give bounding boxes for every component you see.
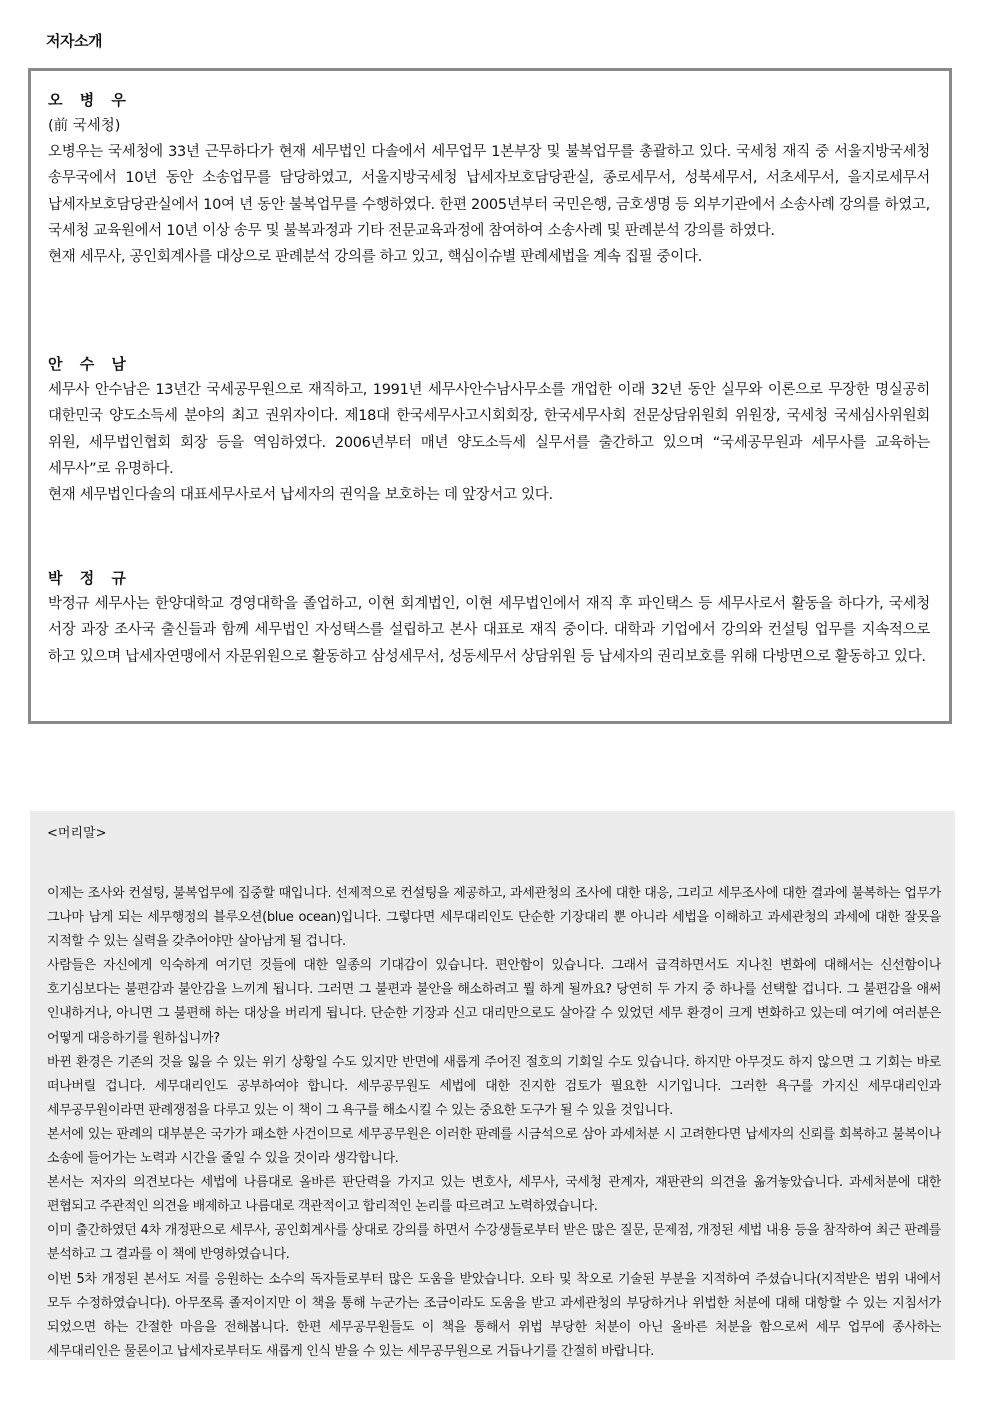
author-bio-paragraph: 세무사 안수남은 13년간 국세공무원으로 재직하고, 1991년 세무사안수남사무소를 개업한 이래 32년 동안 실무와 이론으로 무장한 명실공히 대한민국 양도소득세 분야의 최고 권위자이다. 제18대 한국세무사고시회회장, 한국세무사회 전문상담위원회 위원장, 국세청 국세심사위원회 위원, 세무법인협회 회장 등을 역임하였다. 2006년부터 매년 양도소득세 실무서를 출간하고 있으며 “국세공무원과 세무사를 교육하는 세무사”로 유명하다. xyxy=(48,382,930,477)
author-profile-oh xyxy=(48,87,930,270)
preface-paragraph: 바뀐 환경은 기존의 것을 잃을 수 있는 위기 상황일 수도 있지만 반면에 새롭게 주어진 절호의 기회일 수도 있습니다. 하지만 아무것도 하지 않으면 그 기회는 바로 떠나버릴 겁니다. 세무대리인도 공부하여야 합니다. 세무공무원도 세법에 대한 진지한 검토가 필요한 시기입니다. 그러한 욕구를 가지신 세무대리인과 세무공무원이라면 판례쟁점을 다루고 있는 이 책이 그 욕구를 해소시킬 수 있는 중요한 도구가 될 수 있을 것입니다. xyxy=(47,1054,941,1118)
author-name: 박 정 규 xyxy=(48,569,132,587)
author-bio xyxy=(48,591,930,670)
author-introduction-box xyxy=(28,68,952,724)
preface-body xyxy=(47,882,941,1364)
preface-paragraph: 이번 5차 개정된 본서도 저를 응원하는 소수의 독자들로부터 많은 도움을 받았습니다. 오타 및 착오로 기술된 부분을 지적하여 주셨습니다(지적받은 범위 내에서 모두 수정하였습니다). 아무쪼록 졸저이지만 이 책을 통해 누군가는 조금이라도 도움을 받고 과세관청의 부당하거나 위법한 처분에 대해 대항할 수 있는 지침서가 되었으면 하는 간절한 마음을 전해봅니다. 한편 세무공무원들도 이 책을 통해서 위법 부당한 처분이 아닌 올바른 처분을 함으로써 세무 업무에 종사하는 세무대리인은 물론이고 납세자로부터도 새롭게 인식 받을 수 있는 세무공무원으로 거듭나기를 간절히 바랍니다. xyxy=(47,1271,941,1359)
preface-paragraph: 사람들은 자신에게 익숙하게 여기던 것들에 대한 일종의 기대감이 있습니다. 편안함이 있습니다. 그래서 급격하면서도 지나친 변화에 대해서는 신선함이나 호기심보다는 불편감과 불안감을 느끼게 됩니다. 그러면 그 불편과 불안을 해소하려고 뭘 하게 될까요? 당연히 두 가지 중 하나를 선택할 겁니다. 그 불편감을 애써 인내하거나, 아니면 그 불편해 하는 대상을 버리게 됩니다. 단순한 기장과 신고 대리만으로도 살아갈 수 있었던 세무 환경이 크게 변화하고 있는데 여기에 여러분은 어떻게 대응하기를 원하십니까? xyxy=(47,958,941,1046)
preface-paragraph: 이제는 조사와 컨설팅, 불복업무에 집중할 때입니다. 선제적으로 컨설팅을 제공하고, 과세관청의 조사에 대한 대응, 그리고 세무조사에 대한 결과에 불복하는 업무가 그나마 남게 되는 세무행정의 블루오션(blue ocean)입니다. 그렇다면 세무대리인도 단순한 기장대리 뿐 아니라 세법을 이해하고 과세관청의 과세에 대한 잘못을 지적할 수 있는 실력을 갖추어야만 살아남게 될 겁니다. xyxy=(47,886,941,950)
preface-heading: <머리말> xyxy=(47,826,107,841)
preface-paragraph: 본서에 있는 판례의 대부분은 국가가 패소한 사건이므로 세무공무원은 이러한 판례를 시금석으로 삼아 과세처분 시 고려한다면 납세자의 신뢰를 회복하고 불복이나 소송에 들어가는 노력과 시간을 줄일 수 있을 것이라 생각합니다. xyxy=(47,1126,941,1167)
author-bio xyxy=(48,139,930,270)
author-bio-paragraph: 현재 세무사, 공인회계사를 대상으로 판례분석 강의를 하고 있고, 핵심이슈별 판례세법을 계속 집필 중이다. xyxy=(48,249,703,266)
preface-paragraph: 본서는 저자의 의견보다는 세법에 나름대로 올바른 판단력을 가지고 있는 변호사, 세무사, 국세청 관계자, 재판관의 의견을 옮겨놓았습니다. 과세처분에 대한 편협되고 주관적인 의견을 배제하고 나름대로 객관적이고 합리적인 논리를 따르려고 노력하였습니다. xyxy=(47,1175,941,1215)
author-affiliation-note: (前 국세청) xyxy=(48,118,121,134)
section-title: 저자소개 xyxy=(46,32,102,50)
author-name: 안 수 남 xyxy=(48,355,132,373)
author-bio-paragraph: 박정규 세무사는 한양대학교 경영대학을 졸업하고, 이현 회계법인, 이현 세무법인에서 재직 후 파인택스 등 세무사로서 활동을 하다가, 국세청 서장 과장 조사국 출신들과 함께 세무법인 자성택스를 설립하고 본사 대표로 재직 중이다. 대학과 기업에서 강의와 컨설팅 업무를 지속적으로 하고 있으며 납세자연맹에서 자문위원으로 활동하고 삼성세무서, 성동세무서 상담위원 등 납세자의 권리보호를 위해 다방면으로 활동하고 있다. xyxy=(48,596,930,665)
author-bio xyxy=(48,377,930,508)
preface-paragraph: 이미 출간하였던 4차 개정판으로 세무사, 공인회계사를 상대로 강의를 하면서 수강생들로부터 받은 많은 질문, 문제점, 개정된 세법 내용 등을 참작하여 최근 판례를 분석하고 그 결과를 이 책에 반영하였습니다. xyxy=(47,1223,941,1263)
author-profile-park xyxy=(48,565,930,670)
author-profile-ahn xyxy=(48,351,930,508)
author-bio-paragraph: 현재 세무법인다솔의 대표세무사로서 납세자의 권익을 보호하는 데 앞장서고 있다. xyxy=(48,487,553,504)
author-bio-paragraph: 오병우는 국세청에 33년 근무하다가 현재 세무법인 다솔에서 세무업무 1본부장 및 불복업무를 총괄하고 있다. 국세청 재직 중 서울지방국세청 송무국에서 10년 동안 소송업무를 담당하였고, 서울지방국세청 납세자보호담당관실, 종로세무서, 성북세무서, 서초세무서, 을지로세무서 납세자보호담당관실에서 10여 년 동안 불복업무를 수행하였다. 한편 2005년부터 국민은행, 금호생명 등 외부기관에서 소송사례 강의를 하였고, 국세청 교육원에서 10년 이상 송무 및 불복과정과 기타 전문교육과정에 참여하여 소송사례 및 판례분석 강의를 하였다. xyxy=(48,144,930,239)
preface-box xyxy=(30,811,955,1360)
author-name: 오 병 우 xyxy=(48,91,132,109)
